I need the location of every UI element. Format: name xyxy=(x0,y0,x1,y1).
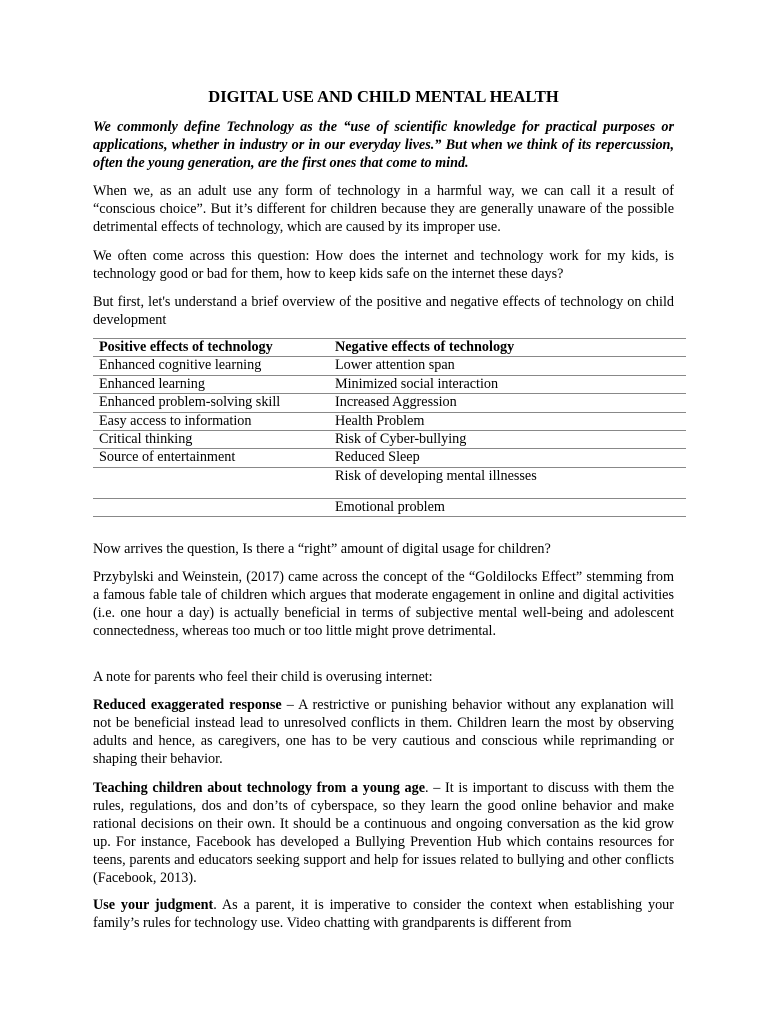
table-cell: Reduced Sleep xyxy=(329,449,686,467)
paragraph-7 xyxy=(93,696,674,768)
table-header-row xyxy=(93,339,686,357)
table-cell: Lower attention span xyxy=(329,357,686,375)
paragraph-7-text: – A restrictive or punishing behavior without any explanation will not be beneficial instead lead to unresolved conflicts in them. Children learn the most by observing adults and hence, as caregivers, one has to be very cautious and conscious while reprimanding or shaping their behavior. xyxy=(93,697,674,768)
paragraph-5: Przybylski and Weinstein, (2017) came across the concept of the “Goldilocks Effect” stemming from a famous fable tale of children which argues that moderate engagement in online and digital activities (i.e. one hour a day) is actually beneficial in terms of subjective mental well-being and adolescent connectedness, whereas too much or too little might prove detrimental. xyxy=(93,569,674,640)
paragraph-9 xyxy=(93,896,674,932)
paragraph-8-text: . – It is important to discuss with them the rules, regulations, dos and don’ts of cyberspace, so they learn the good online behavior and make rational decisions on their own. It should be a continuous and ongoing conversation as the kid grow up. For instance, Facebook has developed a Bullying Prevention Hub which contains resources for teens, parents and educators seeking support and help for issues related to bullying and other conflicts (Facebook, 2013). xyxy=(93,780,675,887)
table-header-negative: Negative effects of technology xyxy=(329,339,686,357)
table-row xyxy=(93,449,686,467)
table-cell: Enhanced cognitive learning xyxy=(93,357,329,375)
table-cell: Risk of developing mental illnesses xyxy=(329,467,686,498)
table-row xyxy=(93,375,686,393)
effects-table xyxy=(93,338,686,517)
table-row xyxy=(93,357,686,375)
paragraph-8-lead: Teaching children about technology from a young age xyxy=(93,780,426,796)
table-cell xyxy=(93,498,329,516)
paragraph-6: A note for parents who feel their child is overusing internet: xyxy=(93,669,433,685)
intro-paragraph: We commonly define Technology as the “use of scientific knowledge for practical purposes or applications, whether in industry or in our everyday lives.” But when we think of its repercussion, often the young generation, are the first ones that come to mind. xyxy=(93,119,674,172)
table-cell: Emotional problem xyxy=(329,498,686,516)
table-row xyxy=(93,431,686,449)
table-cell: Source of entertainment xyxy=(93,449,329,467)
paragraph-8 xyxy=(93,779,674,888)
paragraph-2: We often come across this question: How does the internet and technology work for my kids, is technology good or bad for them, how to keep kids safe on the internet these days? xyxy=(93,248,674,283)
paragraph-7-lead: Reduced exaggerated response xyxy=(93,697,282,713)
table-cell: Critical thinking xyxy=(93,431,329,449)
document-title: DIGITAL USE AND CHILD MENTAL HEALTH xyxy=(208,87,559,106)
table-cell: Health Problem xyxy=(329,412,686,430)
paragraph-4: Now arrives the question, Is there a “right” amount of digital usage for children? xyxy=(93,541,551,557)
paragraph-1: When we, as an adult use any form of technology in a harmful way, we can call it a result of “conscious choice”. But it’s different for children because they are generally unaware of the possible detrimental effects of technology, which are caused by its improper use. xyxy=(93,183,674,236)
table-cell: Increased Aggression xyxy=(329,394,686,412)
table-row xyxy=(93,394,686,412)
table-cell: Risk of Cyber-bullying xyxy=(329,431,686,449)
table-row xyxy=(93,498,686,516)
table-row xyxy=(93,467,686,498)
table-cell: Easy access to information xyxy=(93,412,329,430)
table-row xyxy=(93,412,686,430)
table-cell xyxy=(93,467,329,498)
table-cell: Enhanced problem-solving skill xyxy=(93,394,329,412)
paragraph-9-lead: Use your judgment xyxy=(93,897,214,913)
table-cell: Minimized social interaction xyxy=(329,375,686,393)
paragraph-9-text: . As a parent, it is imperative to consider the context when establishing your family’s rules for technology use. Video chatting with grandparents is different from xyxy=(93,897,674,932)
paragraph-3: But first, let's understand a brief overview of the positive and negative effects of technology on child development xyxy=(93,294,674,329)
table-header-positive: Positive effects of technology xyxy=(93,339,329,357)
table-cell: Enhanced learning xyxy=(93,375,329,393)
